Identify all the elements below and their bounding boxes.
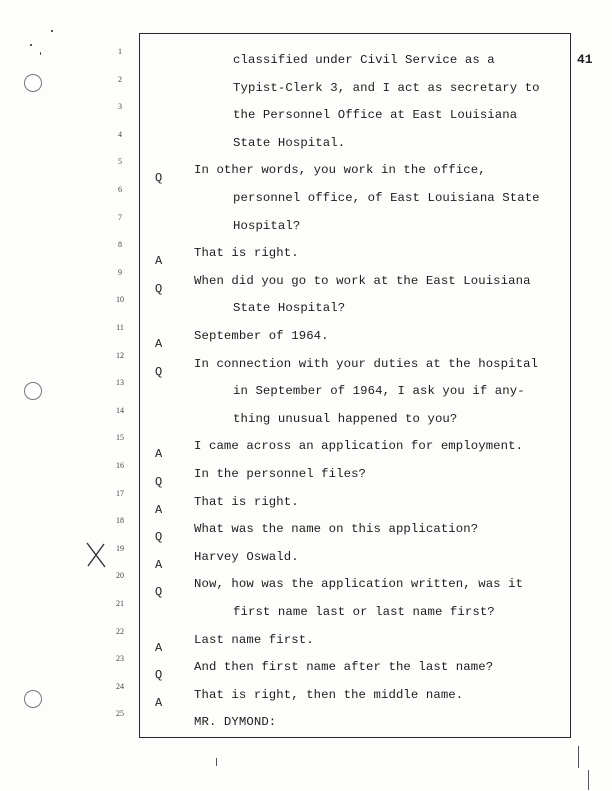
transcript-line: personnel office, of East Louisiana State [233,191,540,205]
speaker-label: Q [155,585,163,600]
speaker-label: A [155,254,163,269]
binder-hole-top [24,74,42,92]
transcript-line: first name last or last name first? [233,605,495,619]
margin-x-mark-icon [84,541,108,569]
speaker-label: A [155,557,163,572]
line-number: 13 [116,378,124,388]
transcript-line: MR. DYMOND: [194,715,277,730]
transcript-line: Last name first. [194,632,314,647]
scan-streak [578,746,579,768]
line-number: 7 [118,212,122,222]
line-number: 5 [118,157,122,167]
line-number: 25 [116,709,124,719]
line-number: 12 [116,350,124,360]
scan-speck [40,52,41,55]
line-number: 10 [116,295,124,305]
transcript-line: Typist-Clerk 3, and I act as secretary to [233,80,540,95]
speaker-label: Q [155,668,163,683]
transcript-line: Hospital? [233,218,301,233]
line-number: 24 [116,681,124,691]
speaker-label: A [155,502,163,517]
speaker-label: Q [155,281,163,296]
transcript-line: Now, how was the application written, was it [194,577,524,592]
transcript-line: Harvey Oswald. [194,549,299,564]
speaker-label: A [155,337,163,351]
speaker-label: A [155,640,163,655]
page-number: 41 [577,52,593,67]
speaker-label: Q [155,530,163,545]
transcript-line: I came across an application for employment. [194,439,524,454]
line-number: 3 [118,102,122,112]
transcript-line: What was the name on this application? [194,522,479,537]
line-number: 4 [118,129,122,139]
transcript-line: State Hospital. [233,135,346,150]
binder-hole-middle [24,382,42,400]
transcript-line: classified under Civil Service as a [233,53,495,67]
line-number: 1 [118,47,122,56]
line-number: 2 [118,74,122,84]
line-number: 17 [116,488,124,498]
transcript-line: That is right, then the middle name. [194,687,464,702]
transcript-line: In the personnel files? [194,467,367,481]
transcript-line: When did you go to work at the East Louisiana [194,273,531,288]
transcript-line: September of 1964. [194,329,329,343]
line-number: 18 [116,516,124,526]
scan-streak [588,770,589,790]
line-number: 20 [116,571,124,581]
line-number: 14 [116,405,124,415]
line-number: 9 [118,267,122,277]
transcript-line: That is right. [194,494,299,509]
speaker-label: Q [155,364,163,379]
transcript-line: In connection with your duties at the hospital [194,356,539,371]
transcript-line: in September of 1964, I ask you if any- [233,384,525,399]
transcript-line: That is right. [194,246,299,261]
transcript-line: the Personnel Office at East Louisiana [233,108,518,123]
speaker-label: A [155,695,163,710]
scan-streak [216,758,217,766]
line-number: 16 [116,461,124,470]
transcript-line: thing unusual happened to you? [233,411,458,426]
speaker-label: Q [155,475,163,489]
transcript-line: And then first name after the last name? [194,660,494,675]
line-number: 15 [116,433,124,443]
line-number: 21 [116,599,124,608]
line-number: 19 [116,543,124,553]
speaker-label: Q [155,171,163,186]
scan-speck [30,44,32,46]
line-number: 8 [118,240,122,250]
line-number: 6 [118,185,122,194]
binder-hole-bottom [24,690,42,708]
speaker-label: A [155,447,163,462]
line-number: 22 [116,626,124,636]
scan-speck [51,30,53,32]
transcript-line: In other words, you work in the office, [194,163,486,178]
line-number: 11 [116,323,124,332]
line-number: 23 [116,654,124,664]
transcript-line: State Hospital? [233,301,346,316]
